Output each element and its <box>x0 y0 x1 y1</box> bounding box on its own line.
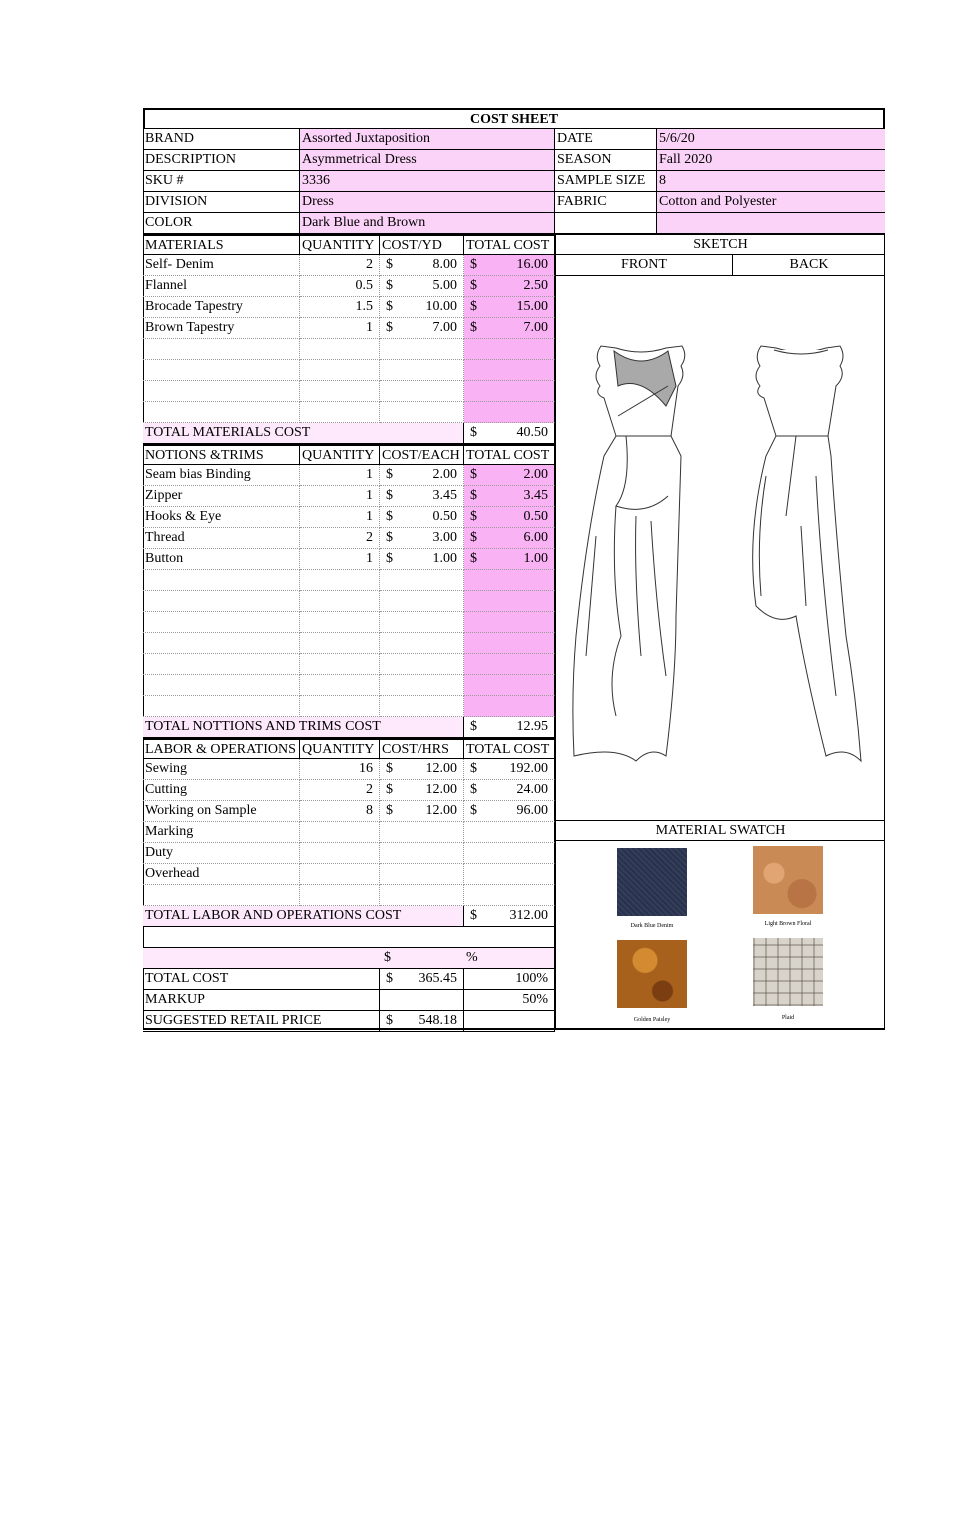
empty-cell <box>380 612 464 633</box>
row-name: Brown Tapestry <box>143 318 300 339</box>
row-name: Marking <box>143 822 300 843</box>
row-cost <box>380 759 464 780</box>
empty-cell <box>300 633 380 654</box>
cost-header: COST/HRS <box>380 738 464 759</box>
row-total <box>464 507 555 528</box>
currency: $ <box>386 782 393 797</box>
row-cost <box>380 507 464 528</box>
row-name: Working on Sample <box>143 801 300 822</box>
currency: $ <box>470 719 477 734</box>
currency: $ <box>470 761 477 776</box>
amount: 2.00 <box>523 467 548 482</box>
header-label: DIVISION <box>143 192 300 213</box>
header-value: 5/6/20 <box>657 129 885 150</box>
currency: $ <box>470 320 477 335</box>
spacer-row <box>143 927 555 948</box>
dollar-col-label: $ <box>384 950 391 965</box>
summary-label: SUGGESTED RETAIL PRICE <box>143 1011 380 1032</box>
dress-sketch <box>556 276 886 820</box>
sketch-area <box>555 276 885 820</box>
empty-cell <box>143 675 300 696</box>
header-value: Fall 2020 <box>657 150 885 171</box>
amount: 10.00 <box>425 299 457 314</box>
empty-cell <box>464 633 555 654</box>
materials-header: MATERIALS <box>143 234 300 255</box>
summary-percent: 100% <box>464 969 555 990</box>
empty-cell <box>300 696 380 717</box>
empty-cell <box>143 696 300 717</box>
swatch-label: Dark Blue Denim <box>630 923 674 929</box>
empty-cell <box>300 885 380 906</box>
empty-cell <box>380 696 464 717</box>
row-total <box>464 297 555 318</box>
header-empty <box>555 213 657 234</box>
row-total <box>464 528 555 549</box>
total-header: TOTAL COST <box>464 444 555 465</box>
currency: $ <box>386 971 393 986</box>
swatch-light-brown-floral <box>753 846 823 914</box>
row-qty: 16 <box>300 759 380 780</box>
percent-col-label: % <box>466 950 478 965</box>
row-qty: 1 <box>300 507 380 528</box>
empty-cell <box>464 591 555 612</box>
header-value: Asymmetrical Dress <box>300 150 555 171</box>
row-name: Cutting <box>143 780 300 801</box>
empty-cell <box>464 696 555 717</box>
amount: 548.18 <box>418 1013 457 1028</box>
header-label: DESCRIPTION <box>143 150 300 171</box>
row-qty <box>300 843 380 864</box>
row-name: Overhead <box>143 864 300 885</box>
header-value: Assorted Juxtaposition <box>300 129 555 150</box>
currency: $ <box>470 551 477 566</box>
amount: 0.50 <box>432 509 457 524</box>
header-label: COLOR <box>143 213 300 234</box>
row-total <box>464 801 555 822</box>
quantity-header: QUANTITY <box>300 234 380 255</box>
header-value: 8 <box>657 171 885 192</box>
summary-percent: 50% <box>464 990 555 1011</box>
header-label: SAMPLE SIZE <box>555 171 657 192</box>
row-cost <box>380 465 464 486</box>
currency: $ <box>470 425 477 440</box>
materials-total-label: TOTAL MATERIALS COST <box>143 423 464 444</box>
row-cost <box>380 297 464 318</box>
header-label: FABRIC <box>555 192 657 213</box>
materials-total <box>464 423 555 444</box>
swatch-label: Golden Paisley <box>633 1017 671 1023</box>
empty-cell <box>380 591 464 612</box>
empty-cell <box>380 570 464 591</box>
empty-cell <box>300 402 380 423</box>
empty-cell <box>300 612 380 633</box>
amount: 3.45 <box>523 488 548 503</box>
amount: 3.00 <box>432 530 457 545</box>
amount: 1.00 <box>432 551 457 566</box>
currency: $ <box>386 278 393 293</box>
empty-cell <box>380 654 464 675</box>
row-cost <box>380 801 464 822</box>
row-name: Flannel <box>143 276 300 297</box>
quantity-header: QUANTITY <box>300 738 380 759</box>
sketch-back-label: BACK <box>733 255 885 276</box>
row-qty: 1 <box>300 549 380 570</box>
row-cost <box>380 864 464 885</box>
notions-total-label: TOTAL NOTTIONS AND TRIMS COST <box>143 717 464 738</box>
empty-cell <box>380 402 464 423</box>
sketch-title: SKETCH <box>555 234 885 255</box>
row-name: Zipper <box>143 486 300 507</box>
currency: $ <box>386 803 393 818</box>
empty-cell <box>300 654 380 675</box>
summary-value <box>380 1011 464 1032</box>
labor-header: LABOR & OPERATIONS <box>143 738 300 759</box>
header-label: DATE <box>555 129 657 150</box>
amount: 96.00 <box>516 803 548 818</box>
amount: 16.00 <box>516 257 548 272</box>
amount: 12.00 <box>425 803 457 818</box>
row-qty: 1 <box>300 318 380 339</box>
header-value: Cotton and Polyester <box>657 192 885 213</box>
empty-cell <box>143 612 300 633</box>
empty-cell <box>380 633 464 654</box>
back-dress-icon <box>753 346 861 761</box>
row-cost <box>380 255 464 276</box>
amount: 7.00 <box>523 320 548 335</box>
row-total <box>464 465 555 486</box>
swatch-title: MATERIAL SWATCH <box>555 820 885 841</box>
currency: $ <box>470 782 477 797</box>
row-cost <box>380 528 464 549</box>
row-name: Duty <box>143 843 300 864</box>
amount: 192.00 <box>509 761 548 776</box>
row-total <box>464 759 555 780</box>
quantity-header: QUANTITY <box>300 444 380 465</box>
currency: $ <box>386 320 393 335</box>
labor-total-label: TOTAL LABOR AND OPERATIONS COST <box>143 906 464 927</box>
empty-cell <box>300 675 380 696</box>
currency: $ <box>470 467 477 482</box>
amount: 12.00 <box>425 761 457 776</box>
currency: $ <box>386 257 393 272</box>
header-empty <box>657 213 885 234</box>
row-cost <box>380 822 464 843</box>
summary-percent <box>464 1011 555 1032</box>
row-cost <box>380 276 464 297</box>
row-name: Sewing <box>143 759 300 780</box>
empty-cell <box>143 402 300 423</box>
row-qty <box>300 864 380 885</box>
empty-cell <box>143 339 300 360</box>
currency: $ <box>386 299 393 314</box>
page-title: COST SHEET <box>143 108 885 129</box>
amount: 5.00 <box>432 278 457 293</box>
amount: 12.95 <box>516 719 548 734</box>
amount: 365.45 <box>418 971 457 986</box>
summary-value <box>380 969 464 990</box>
empty-cell <box>143 570 300 591</box>
summary-value <box>380 990 464 1011</box>
currency: $ <box>386 509 393 524</box>
empty-cell <box>464 339 555 360</box>
row-total <box>464 318 555 339</box>
currency: $ <box>386 761 393 776</box>
row-name: Thread <box>143 528 300 549</box>
empty-cell <box>300 381 380 402</box>
empty-cell <box>143 381 300 402</box>
row-name: Brocade Tapestry <box>143 297 300 318</box>
row-total <box>464 780 555 801</box>
currency: $ <box>386 1013 393 1028</box>
currency: $ <box>470 488 477 503</box>
cost-header: COST/YD <box>380 234 464 255</box>
row-total <box>464 864 555 885</box>
row-total <box>464 486 555 507</box>
currency: $ <box>470 803 477 818</box>
empty-cell <box>143 591 300 612</box>
currency: $ <box>470 908 477 923</box>
empty-cell <box>300 570 380 591</box>
empty-cell <box>380 339 464 360</box>
row-total <box>464 822 555 843</box>
row-name: Button <box>143 549 300 570</box>
currency: $ <box>386 488 393 503</box>
total-header: TOTAL COST <box>464 234 555 255</box>
empty-cell <box>464 402 555 423</box>
row-cost <box>380 843 464 864</box>
empty-cell <box>464 654 555 675</box>
row-qty: 1 <box>300 486 380 507</box>
empty-cell <box>464 381 555 402</box>
amount: 15.00 <box>516 299 548 314</box>
cost-header: COST/EACH <box>380 444 464 465</box>
total-header: TOTAL COST <box>464 738 555 759</box>
row-qty: 2 <box>300 780 380 801</box>
currency: $ <box>386 530 393 545</box>
amount: 24.00 <box>516 782 548 797</box>
amount: 1.00 <box>523 551 548 566</box>
swatch-label: Plaid <box>781 1015 795 1021</box>
empty-cell <box>464 570 555 591</box>
row-qty: 1.5 <box>300 297 380 318</box>
header-label: SKU # <box>143 171 300 192</box>
row-cost <box>380 549 464 570</box>
currency: $ <box>470 299 477 314</box>
notions-total <box>464 717 555 738</box>
currency: $ <box>386 467 393 482</box>
empty-cell <box>380 675 464 696</box>
swatch-plaid <box>753 938 823 1006</box>
row-name: Hooks & Eye <box>143 507 300 528</box>
currency: $ <box>470 278 477 293</box>
amount: 12.00 <box>425 782 457 797</box>
summary-label: TOTAL COST <box>143 969 380 990</box>
front-dress-icon <box>573 346 685 761</box>
swatch-label: Light Brown Floral <box>764 921 812 927</box>
empty-cell <box>300 591 380 612</box>
notions-header: NOTIONS &TRIMS <box>143 444 300 465</box>
amount: 0.50 <box>523 509 548 524</box>
summary-label: MARKUP <box>143 990 380 1011</box>
empty-cell <box>143 633 300 654</box>
row-cost <box>380 486 464 507</box>
swatch-dark-blue-denim <box>617 848 687 916</box>
empty-cell <box>143 360 300 381</box>
swatch-golden-paisley <box>617 940 687 1008</box>
empty-cell <box>300 360 380 381</box>
row-qty: 0.5 <box>300 276 380 297</box>
amount: 8.00 <box>432 257 457 272</box>
empty-cell <box>464 885 555 906</box>
empty-cell <box>380 381 464 402</box>
row-qty <box>300 822 380 843</box>
header-label: SEASON <box>555 150 657 171</box>
empty-cell <box>143 885 300 906</box>
summary-header <box>143 948 555 969</box>
currency: $ <box>470 509 477 524</box>
amount: 2.50 <box>523 278 548 293</box>
row-total <box>464 549 555 570</box>
row-qty: 1 <box>300 465 380 486</box>
empty-cell <box>143 654 300 675</box>
row-total <box>464 276 555 297</box>
header-value: Dress <box>300 192 555 213</box>
amount: 312.00 <box>509 908 548 923</box>
currency: $ <box>386 551 393 566</box>
sketch-front-label: FRONT <box>555 255 733 276</box>
amount: 3.45 <box>432 488 457 503</box>
empty-cell <box>380 885 464 906</box>
currency: $ <box>470 530 477 545</box>
labor-total <box>464 906 555 927</box>
header-value: Dark Blue and Brown <box>300 213 555 234</box>
row-name: Seam bias Binding <box>143 465 300 486</box>
amount: 6.00 <box>523 530 548 545</box>
row-cost <box>380 318 464 339</box>
currency: $ <box>470 257 477 272</box>
empty-cell <box>464 675 555 696</box>
amount: 2.00 <box>432 467 457 482</box>
row-qty: 2 <box>300 528 380 549</box>
row-cost <box>380 780 464 801</box>
row-qty: 8 <box>300 801 380 822</box>
row-name: Self- Denim <box>143 255 300 276</box>
empty-cell <box>464 360 555 381</box>
row-total <box>464 255 555 276</box>
amount: 40.50 <box>516 425 548 440</box>
empty-cell <box>464 612 555 633</box>
empty-cell <box>300 339 380 360</box>
swatch-area <box>555 841 885 1030</box>
header-label: BRAND <box>143 129 300 150</box>
amount: 7.00 <box>432 320 457 335</box>
row-qty: 2 <box>300 255 380 276</box>
empty-cell <box>380 360 464 381</box>
header-value: 3336 <box>300 171 555 192</box>
row-total <box>464 843 555 864</box>
